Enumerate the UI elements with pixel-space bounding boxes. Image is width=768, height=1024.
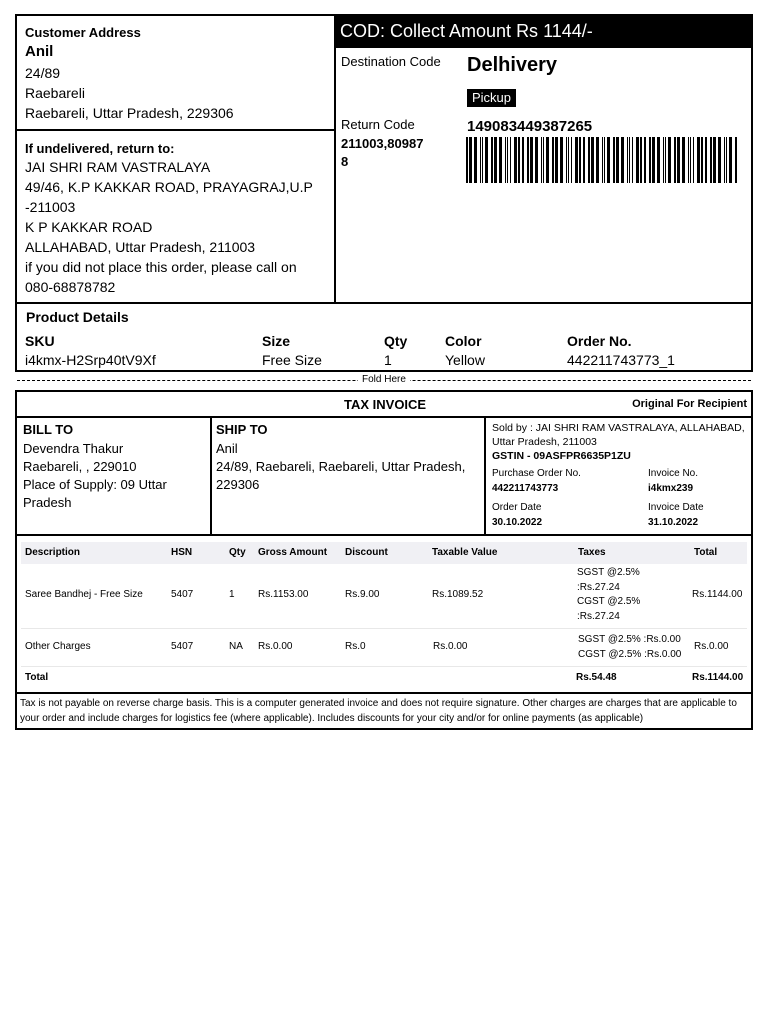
invoice-no-value: i4kmx239 bbox=[648, 483, 694, 494]
barcode-bar bbox=[499, 137, 502, 183]
total-label: Total bbox=[25, 672, 49, 683]
barcode-bar bbox=[682, 137, 685, 183]
return-line: JAI SHRI RAM VASTRALAYA bbox=[25, 159, 211, 175]
barcode-bar bbox=[705, 137, 707, 183]
col-description: Description bbox=[25, 547, 81, 558]
sku-value: i4kmx-H2Srp40tV9Xf bbox=[25, 352, 156, 368]
item-hsn: 5407 bbox=[171, 641, 194, 652]
barcode-bar bbox=[644, 137, 646, 183]
barcode-bar bbox=[688, 137, 689, 183]
item-gross: Rs.1153.00 bbox=[258, 589, 309, 600]
barcode-bar bbox=[649, 137, 651, 183]
barcode-bar bbox=[640, 137, 642, 183]
ship-to-line: 24/89, Raebareli, Raebareli, Uttar Pradesh, bbox=[216, 459, 466, 474]
address-line: Raebareli, Uttar Pradesh, 229306 bbox=[25, 105, 234, 121]
barcode-bar bbox=[591, 137, 594, 183]
barcode-bar bbox=[690, 137, 691, 183]
col-taxes: Taxes bbox=[578, 547, 606, 558]
barcode-bar bbox=[560, 137, 563, 183]
return-phone: 080-68878782 bbox=[25, 279, 116, 295]
footer-note: Tax is not payable on reverse charge basis. This is a computer generated invoice and does not require signature. Other charges are charges that are applicable to your order and include charges for logistics fee (where applicable). Includes discounts for your city and/or for online payments (as applicable) bbox=[17, 692, 751, 728]
item-gross: Rs.0.00 bbox=[258, 641, 293, 652]
return-line: -211003 bbox=[25, 199, 76, 215]
return-code-value: 211003,80987 bbox=[341, 136, 424, 151]
invoice-title-row bbox=[17, 392, 751, 418]
invoice-title: TAX INVOICE bbox=[344, 397, 427, 412]
order-date-label: Order Date bbox=[492, 502, 542, 513]
bill-to-line: Raebareli, , 229010 bbox=[23, 459, 137, 474]
return-line: 49/46, K.P KAKKAR ROAD, PRAYAGRAJ,U.P bbox=[25, 179, 313, 195]
item-tax-line: SGST @2.5% bbox=[577, 567, 640, 578]
sold-by-block bbox=[486, 418, 751, 534]
bill-to-block bbox=[17, 418, 212, 534]
color-value: Yellow bbox=[445, 352, 485, 368]
item-taxable: Rs.0.00 bbox=[433, 641, 468, 652]
customer-address-label: Customer Address bbox=[25, 25, 141, 40]
order-date-value: 30.10.2022 bbox=[492, 517, 543, 528]
po-value: 442211743773 bbox=[492, 483, 559, 494]
bill-to-label: BILL TO bbox=[23, 422, 74, 437]
barcode-bar bbox=[568, 137, 569, 183]
ship-to-label: SHIP TO bbox=[216, 422, 268, 437]
barcode-bar bbox=[726, 137, 727, 183]
col-discount: Discount bbox=[345, 547, 388, 558]
barcode-bar bbox=[604, 137, 605, 183]
item-hsn: 5407 bbox=[171, 589, 194, 600]
total-amount: Rs.1144.00 bbox=[692, 672, 744, 683]
barcode-bar bbox=[697, 137, 700, 183]
customer-name: Anil bbox=[25, 43, 54, 60]
barcode-bar bbox=[636, 137, 639, 183]
barcode-bar bbox=[663, 137, 664, 183]
return-code-value-cont: 8 bbox=[341, 154, 349, 169]
qty-header: Qty bbox=[384, 333, 408, 349]
barcode-bar bbox=[480, 137, 481, 183]
barcode-bar bbox=[652, 137, 655, 183]
barcode-bar bbox=[713, 137, 716, 183]
address-line: Raebareli bbox=[25, 85, 85, 101]
barcode-bar bbox=[507, 137, 508, 183]
barcode-bar bbox=[541, 137, 542, 183]
barcode-bar bbox=[514, 137, 517, 183]
barcode-bar bbox=[621, 137, 624, 183]
barcode-bar bbox=[588, 137, 590, 183]
product-details-title: Product Details bbox=[26, 309, 129, 325]
barcode-bar bbox=[530, 137, 533, 183]
gstin: GSTIN - 09ASFPR6635P1ZU bbox=[492, 450, 631, 462]
item-qty: 1 bbox=[229, 589, 235, 600]
bill-ship-section bbox=[17, 418, 751, 536]
item-qty: NA bbox=[229, 641, 243, 652]
barcode-bar bbox=[566, 137, 567, 183]
col-total: Total bbox=[694, 547, 718, 558]
sold-by-line: Sold by : JAI SHRI RAM VASTRALAYA, ALLAHABAD, bbox=[492, 422, 745, 434]
barcode-bar bbox=[469, 137, 472, 183]
barcode-bar bbox=[665, 137, 666, 183]
product-details bbox=[15, 302, 753, 372]
barcode-bar bbox=[552, 137, 554, 183]
item-total: Rs.1144.00 bbox=[692, 589, 743, 600]
barcode-bar bbox=[729, 137, 732, 183]
sku-header: SKU bbox=[25, 333, 55, 349]
pickup-badge: Pickup bbox=[467, 89, 516, 107]
color-header: Color bbox=[445, 333, 482, 349]
return-line: ALLAHABAD, Uttar Pradesh, 211003 bbox=[25, 239, 256, 255]
customer-address-block bbox=[17, 16, 336, 131]
item-total: Rs.0.00 bbox=[694, 641, 729, 652]
return-address-block bbox=[17, 131, 336, 304]
return-code-label: Return Code bbox=[341, 117, 415, 132]
col-gross-amount: Gross Amount bbox=[258, 547, 328, 558]
barcode bbox=[466, 137, 740, 183]
sold-by-line: Uttar Pradesh, 211003 bbox=[492, 436, 597, 448]
order-no-header: Order No. bbox=[567, 333, 632, 349]
item-tax-line: SGST @2.5% :Rs.0.00 bbox=[578, 634, 681, 645]
barcode-bar bbox=[596, 137, 599, 183]
barcode-bar bbox=[616, 137, 619, 183]
barcode-bar bbox=[518, 137, 520, 183]
barcode-bar bbox=[607, 137, 610, 183]
barcode-bar bbox=[701, 137, 703, 183]
item-taxable: Rs.1089.52 bbox=[432, 589, 484, 600]
barcode-bar bbox=[613, 137, 615, 183]
item-tax-line: CGST @2.5% :Rs.0.00 bbox=[578, 648, 682, 660]
barcode-bar bbox=[466, 137, 468, 183]
barcode-bar bbox=[482, 137, 483, 183]
barcode-bar bbox=[555, 137, 558, 183]
return-label: If undelivered, return to: bbox=[25, 141, 175, 156]
copy-label: Original For Recipient bbox=[632, 398, 747, 410]
barcode-bar bbox=[579, 137, 581, 183]
item-discount: Rs.0 bbox=[345, 641, 366, 652]
barcode-bar bbox=[724, 137, 725, 183]
barcode-bar bbox=[485, 137, 488, 183]
col-hsn: HSN bbox=[171, 547, 193, 558]
size-header: Size bbox=[262, 333, 291, 349]
fold-here-label: Fold Here bbox=[358, 374, 410, 385]
barcode-bar bbox=[735, 137, 737, 183]
order-no-value: 442211743773_1 bbox=[567, 352, 675, 368]
invoice-no-label: Invoice No. bbox=[648, 468, 699, 479]
return-line: if you did not place this order, please call on bbox=[25, 259, 297, 275]
ship-to-line: Anil bbox=[216, 441, 238, 456]
barcode-bar bbox=[657, 137, 660, 183]
item-description: Saree Bandhej - Free Size bbox=[25, 589, 143, 600]
address-line: 24/89 bbox=[25, 65, 61, 81]
item-discount: Rs.9.00 bbox=[345, 589, 380, 600]
barcode-bar bbox=[575, 137, 578, 183]
invoice-date-value: 31.10.2022 bbox=[648, 517, 699, 528]
barcode-bar bbox=[632, 137, 633, 183]
bill-to-line: Devendra Thakur bbox=[23, 441, 124, 456]
barcode-bar bbox=[571, 137, 572, 183]
barcode-bar bbox=[535, 137, 538, 183]
col-qty: Qty bbox=[229, 547, 246, 558]
barcode-bar bbox=[527, 137, 529, 183]
barcode-bar bbox=[710, 137, 712, 183]
tax-invoice bbox=[15, 390, 753, 730]
item-description: Other Charges bbox=[25, 641, 91, 652]
barcode-bar bbox=[583, 137, 585, 183]
barcode-bar bbox=[718, 137, 721, 183]
barcode-bar bbox=[546, 137, 549, 183]
item-tax-line: CGST @2.5% bbox=[577, 596, 641, 607]
barcode-bar bbox=[677, 137, 680, 183]
cod-amount-bar: COD: Collect Amount Rs 1144/- bbox=[336, 16, 751, 48]
courier-name: Delhivery bbox=[467, 54, 558, 76]
barcode-bar bbox=[629, 137, 630, 183]
row-divider bbox=[21, 666, 747, 667]
invoice-date-label: Invoice Date bbox=[648, 502, 704, 513]
total-taxes: Rs.54.48 bbox=[576, 672, 617, 683]
barcode-bar bbox=[693, 137, 694, 183]
ship-to-block bbox=[212, 418, 486, 534]
col-taxable-value: Taxable Value bbox=[432, 547, 498, 558]
size-value: Free Size bbox=[262, 352, 322, 368]
barcode-bar bbox=[510, 137, 511, 183]
barcode-bar bbox=[522, 137, 524, 183]
items-table-header bbox=[21, 542, 747, 564]
row-divider bbox=[21, 628, 747, 629]
bill-to-line: Pradesh bbox=[23, 495, 72, 510]
ship-to-line: 229306 bbox=[216, 477, 260, 492]
barcode-bar bbox=[668, 137, 671, 183]
qty-value: 1 bbox=[384, 352, 392, 368]
return-line: K P KAKKAR ROAD bbox=[25, 219, 153, 235]
barcode-bar bbox=[474, 137, 477, 183]
po-label: Purchase Order No. bbox=[492, 468, 581, 479]
barcode-bar bbox=[674, 137, 676, 183]
barcode-bar bbox=[602, 137, 603, 183]
destination-code-label: Destination Code bbox=[341, 54, 441, 69]
item-tax-line: :Rs.27.24 bbox=[577, 610, 620, 622]
barcode-bar bbox=[505, 137, 506, 183]
awb-number: 149083449387265 bbox=[467, 118, 593, 135]
barcode-bar bbox=[491, 137, 493, 183]
item-tax-line: :Rs.27.24 bbox=[577, 581, 620, 593]
barcode-bar bbox=[543, 137, 544, 183]
barcode-bar bbox=[494, 137, 497, 183]
bill-to-line: Place of Supply: 09 Uttar bbox=[23, 477, 167, 492]
barcode-bar bbox=[627, 137, 628, 183]
